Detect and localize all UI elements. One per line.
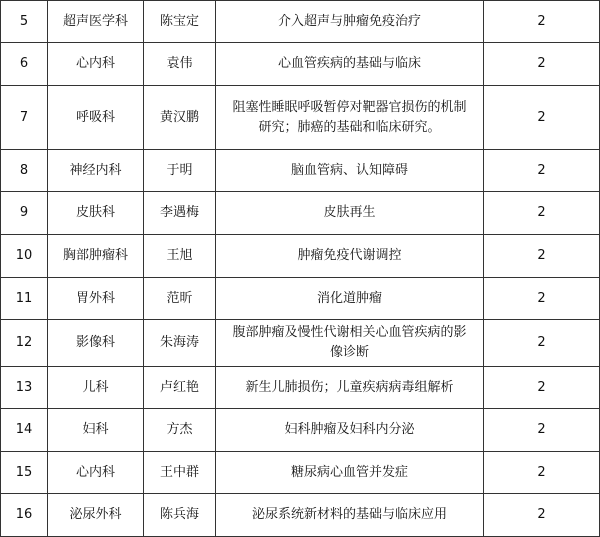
quota: 2: [484, 1, 600, 43]
row-number: 16: [1, 494, 48, 537]
table-row: [1, 320, 600, 367]
department: 呼吸科: [48, 86, 144, 150]
quota: 2: [484, 278, 600, 320]
table-row: [1, 86, 600, 150]
research-topic: 妇科肿瘤及妇科内分泌: [216, 409, 484, 452]
quota: 2: [484, 43, 600, 86]
quota: 2: [484, 192, 600, 235]
research-topic: 心血管疾病的基础与临床: [216, 43, 484, 86]
department: 胃外科: [48, 278, 144, 320]
supervisor-name: 方杰: [144, 409, 216, 452]
supervisor-name: 卢红艳: [144, 367, 216, 409]
supervisor-name: 李遇梅: [144, 192, 216, 235]
row-number: 6: [1, 43, 48, 86]
supervisor-name: 范昕: [144, 278, 216, 320]
row-number: 9: [1, 192, 48, 235]
quota: 2: [484, 150, 600, 192]
row-number: 14: [1, 409, 48, 452]
table-row: [1, 367, 600, 409]
department: 胸部肿瘤科: [48, 235, 144, 278]
table-row: [1, 235, 600, 278]
research-topic: 皮肤再生: [216, 192, 484, 235]
row-number: 12: [1, 320, 48, 367]
research-topic: 腹部肿瘤及慢性代谢相关心血管疾病的影像诊断: [216, 320, 484, 367]
table-row: [1, 278, 600, 320]
row-number: 5: [1, 1, 48, 43]
supervisor-name: 黄汉鹏: [144, 86, 216, 150]
department: 心内科: [48, 43, 144, 86]
department: 妇科: [48, 409, 144, 452]
row-number: 15: [1, 452, 48, 494]
research-topic: 糖尿病心血管并发症: [216, 452, 484, 494]
department: 心内科: [48, 452, 144, 494]
research-topic: 泌尿系统新材料的基础与临床应用: [216, 494, 484, 537]
supervisor-name: 王旭: [144, 235, 216, 278]
table-row: [1, 452, 600, 494]
supervisor-name: 于明: [144, 150, 216, 192]
table-row: [1, 494, 600, 537]
quota: 2: [484, 409, 600, 452]
research-topic: 脑血管病、认知障碍: [216, 150, 484, 192]
row-number: 8: [1, 150, 48, 192]
department: 儿科: [48, 367, 144, 409]
table-row: [1, 1, 600, 43]
table-row: [1, 192, 600, 235]
department: 皮肤科: [48, 192, 144, 235]
supervisor-name: 朱海涛: [144, 320, 216, 367]
department: 泌尿外科: [48, 494, 144, 537]
research-topic: 新生儿肺损伤；儿童疾病病毒组解析: [216, 367, 484, 409]
supervisor-name: 王中群: [144, 452, 216, 494]
quota: 2: [484, 235, 600, 278]
quota: 2: [484, 86, 600, 150]
research-topic: 消化道肿瘤: [216, 278, 484, 320]
table-row: [1, 43, 600, 86]
supervisor-name: 陈宝定: [144, 1, 216, 43]
table-row: [1, 150, 600, 192]
quota: 2: [484, 367, 600, 409]
department: 神经内科: [48, 150, 144, 192]
quota: 2: [484, 494, 600, 537]
row-number: 10: [1, 235, 48, 278]
research-topic: 介入超声与肿瘤免疫治疗: [216, 1, 484, 43]
quota: 2: [484, 452, 600, 494]
table-row: [1, 409, 600, 452]
department: 影像科: [48, 320, 144, 367]
department: 超声医学科: [48, 1, 144, 43]
row-number: 11: [1, 278, 48, 320]
research-topic: 阻塞性睡眠呼吸暂停对靶器官损伤的机制研究；肺癌的基础和临床研究。: [216, 86, 484, 150]
supervisor-name: 陈兵海: [144, 494, 216, 537]
row-number: 7: [1, 86, 48, 150]
supervisor-name: 袁伟: [144, 43, 216, 86]
row-number: 13: [1, 367, 48, 409]
quota: 2: [484, 320, 600, 367]
research-topic: 肿瘤免疫代谢调控: [216, 235, 484, 278]
